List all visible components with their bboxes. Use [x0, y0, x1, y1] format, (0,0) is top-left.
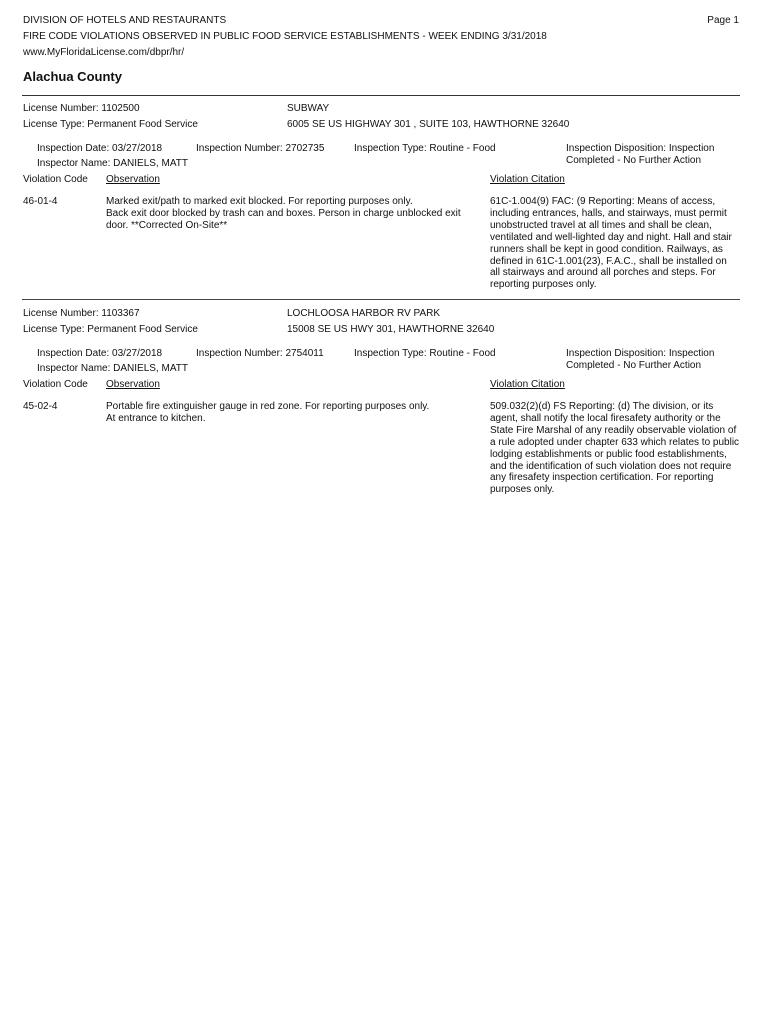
page-number: Page 1 — [707, 15, 739, 26]
inspection-date: Inspection Date: 03/27/2018 — [37, 143, 163, 154]
observation-column-header: Observation — [106, 174, 160, 185]
establishment-name: LOCHLOOSA HARBOR RV PARK — [287, 308, 441, 319]
establishment-name: SUBWAY — [287, 103, 330, 114]
license-number: License Number: 1102500 — [23, 103, 140, 114]
report-website: www.MyFloridaLicense.com/dbpr/hr/ — [23, 47, 185, 58]
observation-text: Marked exit/path to marked exit blocked. For reporting purposes only. Back exit door blocked by trash can and boxes. Person in charge unblocked exit door. **Corrected On-Site** — [106, 196, 461, 231]
violation-citation-text: 61C-1.004(9) FAC: (9 Reporting: Means of access, including entrances, halls, and stairways, must permit unobstructed travel at all times and shall be clean, ventilated and well-lighted day and night. Hall and stair runners shall be kept in good condition. Railways, as defined in 61C-1.001(23), F.A.C., shall be installed on all stairways and around all porches and steps. For reporting purposes only. — [490, 196, 732, 291]
county-divider — [22, 95, 740, 96]
county-heading: Alachua County — [23, 69, 122, 84]
violation-citation-text: 509.032(2)(d) FS Reporting: (d) The division, or its agent, shall notify the local firesafety authority or the State Fire Marshal of any readily observable violation of a rule adopted under chapter 633 which relates to public lodging establishments or public food establishments, and the identification of such violation does not require any firesafety inspection certification. For reporting purposes only. — [490, 401, 740, 496]
inspection-type: Inspection Type: Routine - Food — [354, 143, 496, 154]
record-divider — [22, 299, 740, 300]
inspection-disposition-line-1: Inspection Disposition: Inspection — [566, 348, 715, 359]
inspection-date: Inspection Date: 03/27/2018 — [37, 348, 163, 359]
license-number: License Number: 1103367 — [23, 308, 140, 319]
violation-code: 46-01-4 — [23, 196, 58, 207]
establishment-address: 15008 SE US HWY 301, HAWTHORNE 32640 — [287, 324, 495, 335]
inspection-number: Inspection Number: 2702735 — [196, 143, 325, 154]
report-subtitle: FIRE CODE VIOLATIONS OBSERVED IN PUBLIC FOOD SERVICE ESTABLISHMENTS - WEEK ENDING 3/31/2018 — [23, 31, 547, 42]
inspector-name: Inspector Name: DANIELS, MATT — [37, 363, 188, 374]
violation-code: 45-02-4 — [23, 401, 58, 412]
inspection-number: Inspection Number: 2754011 — [196, 348, 324, 359]
inspection-disposition-line-2: Completed - No Further Action — [566, 360, 702, 371]
violation-citation-column-header: Violation Citation — [490, 379, 565, 390]
report-division-title: DIVISION OF HOTELS AND RESTAURANTS — [23, 15, 227, 26]
violation-citation-column-header: Violation Citation — [490, 174, 565, 185]
inspection-disposition-line-1: Inspection Disposition: Inspection — [566, 143, 715, 154]
inspection-type: Inspection Type: Routine - Food — [354, 348, 496, 359]
license-type: License Type: Permanent Food Service — [23, 119, 198, 130]
violation-code-column-header: Violation Code — [23, 174, 88, 185]
observation-text: Portable fire extinguisher gauge in red zone. For reporting purposes only. At entrance to kitchen. — [106, 401, 430, 424]
observation-column-header: Observation — [106, 379, 160, 390]
violation-code-column-header: Violation Code — [23, 379, 88, 390]
establishment-address: 6005 SE US HIGHWAY 301 , SUITE 103, HAWTHORNE 32640 — [287, 119, 570, 130]
inspector-name: Inspector Name: DANIELS, MATT — [37, 158, 188, 169]
license-type: License Type: Permanent Food Service — [23, 324, 198, 335]
inspection-disposition-line-2: Completed - No Further Action — [566, 155, 702, 166]
